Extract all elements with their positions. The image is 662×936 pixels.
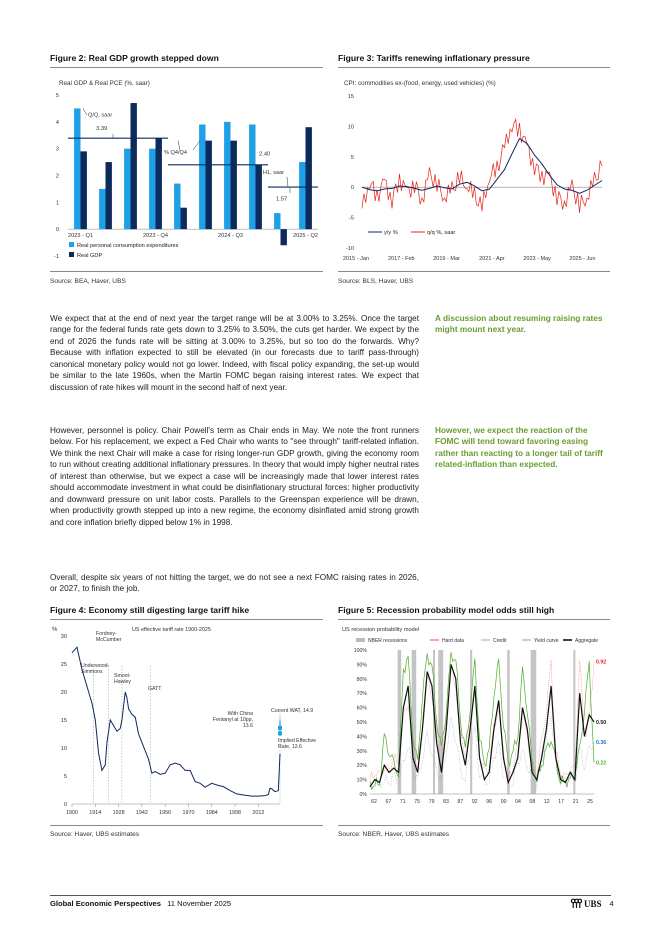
fig2-legend-label: Real personal consumption expenditures <box>77 243 179 249</box>
fig4-ylabel: % <box>52 627 58 633</box>
fig5-ytick-label: 20% <box>356 763 367 770</box>
fig5-legend-label: Credit <box>493 638 507 644</box>
fig4-xtick-label: 1928 <box>112 810 125 816</box>
fig2-legend-label: Real GDP <box>77 253 103 259</box>
fig2-legend-swatch <box>69 252 74 257</box>
fig3-ytick-label: 15 <box>347 94 354 100</box>
fig5-ytick-label: 50% <box>356 720 367 726</box>
fig2-bar <box>274 213 280 229</box>
fig5-series-line <box>370 664 594 786</box>
fig3-series-yy-line <box>362 139 602 194</box>
fig5-source: Source: NBER, Haver, UBS estimates <box>338 831 450 838</box>
fig2-bar <box>224 122 230 229</box>
fig4-annot-gatt: GATT <box>148 686 162 692</box>
ubs-keys-icon <box>570 898 583 909</box>
fig2-annot-q4q4: % Q4/Q4 <box>164 150 188 157</box>
fig5-legend-label: Hard data <box>442 638 464 644</box>
fig2-bar <box>131 103 137 229</box>
fig4-annot-implied: Implied Effective Rate, 12.6 <box>278 738 316 750</box>
fig3-ytick-label: 5 <box>350 154 354 161</box>
fig2-bar <box>106 162 112 229</box>
fig2-bar <box>256 165 262 229</box>
fig5-legend-label: Yield curve <box>534 638 559 644</box>
fig2-annot-3.39: 3.39 <box>96 125 108 132</box>
fig5-legend-label: Aggregate <box>575 638 599 644</box>
fig2-bar <box>174 184 180 230</box>
fig2-bar <box>199 125 205 230</box>
fig3-ytick-label: 10 <box>347 124 354 131</box>
fig5-end-label: 0.92 <box>596 659 607 666</box>
footer-rule <box>50 895 611 896</box>
fig2-xtick-label: 2023 - Q4 <box>143 233 168 240</box>
fig5-xtick-label: 21 <box>572 799 579 805</box>
fig2-bottom-rule <box>50 271 323 272</box>
fig2-xtick-label: 2025 - Q2 <box>293 233 318 240</box>
fig2-annot-arrow <box>193 141 200 150</box>
fig3-legend-label: q/q %, saar <box>427 230 456 236</box>
fig2-xtick-label: 2024 - Q3 <box>218 233 243 240</box>
fig4-ytick-label: 15 <box>60 718 67 724</box>
fig3-title: Figure 3: Tariffs renewing inflationary pressure <box>338 53 530 63</box>
fig5-ytick-label: 80% <box>356 676 367 683</box>
fig5-xtick-label: 71 <box>399 799 406 805</box>
fig2-annot-qq: Q/Q, saar <box>88 112 113 119</box>
fig2-ytick-label: 5 <box>55 93 59 99</box>
fig2-ytick-label: -1 <box>54 254 59 260</box>
fig4-ytick-label: 20 <box>60 690 67 696</box>
fig3-series-qq-line <box>362 119 602 213</box>
fig5-chart <box>338 620 610 822</box>
fig4-xtick-label: 1998 <box>229 810 242 816</box>
fig5-xtick-label: 08 <box>529 799 536 805</box>
fig3-ytick-label: 0 <box>350 185 354 192</box>
fig4-annot-fordney: Fordney-McCumber <box>96 631 122 643</box>
fig5-bottom-rule <box>338 825 610 826</box>
fig2-bar <box>81 151 87 229</box>
footer-report-title: Global Economic Perspectives <box>50 899 161 908</box>
fig3-xtick-label: 2017 - Feb <box>387 256 415 262</box>
fig5-xtick-label: 04 <box>515 799 521 805</box>
fig2-annot-arrow <box>178 141 180 150</box>
paragraph-1: We expect that at the end of next year the target range will be at 3.00% to 3.25%. Once the target range for the federal funds rate gets down to 3.25% to 3.50%, the cuts get harder. We expect by the end of 2026 the funds rate will be sitting at 3.00% to 3.25%, but so too do the forwards. Why? Because with inflation expected to still be elevated (in our forecasts due to tariff pass-through) canonical monetary policy would not go lower. Indeed, with fiscal policy expanding, the set-up would be similar to the late 1960s, when the Martin FOMC began raising interest rates. We expect that discussion of rate hikes will mount in the second half of next year. <box>50 314 419 392</box>
fig2-ytick-label: 0 <box>55 227 59 234</box>
fig4-chart <box>50 620 324 822</box>
fig5-xtick-label: 25 <box>587 799 593 805</box>
fig4-annot-current: Current WAT, 14.9 <box>271 708 314 714</box>
fig3-xtick-label: 2015 - Jan <box>343 256 369 262</box>
fig3-ytick-label: -10 <box>345 246 354 252</box>
fig2-bar <box>249 125 255 230</box>
fig4-subtitle: US effective tariff rate 1900-2025 <box>132 627 211 633</box>
fig5-xtick-label: 96 <box>486 799 493 805</box>
fig4-annot-fentanyl: With China Fentanyl at 10pp, 13.6 <box>212 711 253 729</box>
fig2-bar <box>74 108 80 229</box>
fig5-xtick-label: 17 <box>558 799 565 805</box>
fig2-bar <box>281 229 287 245</box>
fig2-bar <box>149 149 155 230</box>
fig5-xtick-label: 67 <box>385 799 392 805</box>
paragraph-3: Overall, despite six years of not hitting the target, we do not see a next FOMC raising rates in 2026, or 2027, to finish the job. <box>50 573 419 594</box>
fig5-xtick-label: 79 <box>428 799 435 805</box>
fig4-source: Source: Haver, UBS estimates <box>50 831 140 838</box>
fig4-xtick-label: 1970 <box>182 810 195 816</box>
fig5-ytick-label: 90% <box>356 662 367 669</box>
fig2-bar <box>306 127 312 229</box>
fig5-legend-label: NBER recessions <box>368 638 408 644</box>
fig3-ytick-label: -5 <box>349 215 354 222</box>
paragraph-2: However, personnel is policy. Chair Powell's term as Chair ends in May. We note the front runners below. For his replacement, we expect a Fed Chair who wants to "see through" tariff-related inflation. We think the next Chair will make a case for rising longer-run GDP growth, giving the economy room to run without creating additional inflationary pressures. In theory that would imply higher neutral rates of interest than otherwise, but we expect a case will be increasingly made that lower interest rates should accommodate investment in what could be disinflationary structural forces: higher productivity and downward pressure on unit labor costs. Parallels to the Greenspan experience will be drawn, when productivity growth stepped up into a new regime, the economy disinflated amid strong growth and core inflation briefly dipped below 1% in 1998. <box>50 426 419 527</box>
fig2-annot-arrow <box>83 108 87 115</box>
fig2-ylabel: Real GDP & Real PCE (%, saar) <box>59 80 150 87</box>
fig2-bar <box>156 138 162 229</box>
fig5-ytick-label: 30% <box>356 748 367 755</box>
fig2-title: Figure 2: Real GDP growth stepped down <box>50 53 219 63</box>
footer-left <box>50 899 231 908</box>
fig2-annot-2.40: 2.40 <box>259 151 271 158</box>
fig4-ytick-label: 10 <box>60 746 67 752</box>
fig2-annot-h1: H1, saar <box>263 170 285 177</box>
fig5-xtick-label: 62 <box>371 799 377 805</box>
fig4-xtick-label: 1942 <box>135 810 148 816</box>
fig4-xtick-label: 1914 <box>89 810 102 816</box>
fig5-xtick-label: 00 <box>500 799 507 805</box>
fig5-xtick-label: 83 <box>443 799 449 805</box>
fig5-ytick-label: 100% <box>353 648 367 654</box>
side-note-2: However, we expect the reaction of the FOMC will tend toward favoring easing rather than reacting to a longer tail of tariff related-inflation than expected. <box>435 425 603 470</box>
fig5-ytick-label: 0% <box>359 792 367 798</box>
fig5-end-label: 0.36 <box>596 740 607 747</box>
fig3-chart <box>338 68 610 268</box>
fig3-xtick-label: 2021 - Apr <box>479 256 505 262</box>
fig5-xtick-label: 92 <box>471 799 478 805</box>
fig4-bottom-rule <box>50 825 323 826</box>
fig2-ytick-label: 3 <box>55 146 59 153</box>
fig2-annot-1.57: 1.57 <box>276 196 288 203</box>
fig4-ytick-label: 5 <box>63 774 67 780</box>
fig3-xtick-label: 2023 - May <box>523 256 551 262</box>
fig5-end-label: 0.50 <box>596 720 607 726</box>
fig5-ytick-label: 40% <box>356 734 367 741</box>
side-note-1: A discussion about resuming raising rates might mount next year. <box>435 313 603 335</box>
fig5-xtick-label: 75 <box>414 799 421 805</box>
fig2-xtick-label: 2023 - Q1 <box>68 233 93 240</box>
fig2-bar <box>206 141 212 230</box>
fig3-xtick-label: 2025 - Jun <box>569 256 596 262</box>
page-number: 4 <box>609 899 614 908</box>
footer-right <box>570 898 614 909</box>
fig4-annot-smoot: Smoot-Hawley <box>114 673 132 685</box>
fig5-legend-swatch <box>356 638 365 642</box>
fig4-xtick-label: 1956 <box>159 810 172 816</box>
fig4-xtick-label: 1984 <box>205 810 218 816</box>
fig5-title: Figure 5: Recession probability model odds still high <box>338 605 555 615</box>
fig2-bar <box>181 208 187 229</box>
fig5-series-line <box>370 660 594 779</box>
fig5-ytick-label: 10% <box>356 777 367 784</box>
fig2-chart <box>50 68 324 268</box>
fig2-ytick-label: 2 <box>55 173 59 180</box>
fig4-annot-underwood: Underwood-Simmons <box>81 663 110 675</box>
fig2-bar <box>99 189 105 229</box>
fig3-legend-label: y/y % <box>384 230 398 236</box>
fig4-xtick-label: 2012 <box>252 810 265 816</box>
fig2-source: Source: BEA, Haver, UBS <box>50 278 126 285</box>
fig4-ytick-label: 25 <box>60 662 67 668</box>
fig3-source: Source: BLS, Haver, UBS <box>338 278 414 285</box>
fig2-bar <box>299 162 305 229</box>
fig5-recession-band <box>412 650 417 794</box>
fig5-xtick-label: 12 <box>543 799 550 805</box>
fig5-ytick-label: 60% <box>356 705 367 712</box>
footer-date: 11 November 2025 <box>167 899 232 908</box>
fig5-ytick-label: 70% <box>356 691 367 698</box>
fig5-subtitle: US recession probability model <box>342 627 420 633</box>
fig2-bar <box>124 149 130 230</box>
fig2-legend-swatch <box>69 242 74 247</box>
fig2-ytick-label: 1 <box>55 200 59 207</box>
fig4-ytick-label: 0 <box>63 802 67 808</box>
fig2-annot-arrow <box>287 177 288 187</box>
fig3-ylabel: CPI: commodities ex-(food, energy, used vehicles) (%) <box>344 80 496 87</box>
fig5-end-label: 0.22 <box>596 760 607 767</box>
fig5-xtick-label: 87 <box>457 799 464 805</box>
fig4-xtick-label: 1900 <box>66 810 78 816</box>
fig4-ytick-label: 30 <box>60 634 67 640</box>
fig2-ytick-label: 4 <box>55 119 59 126</box>
fig3-bottom-rule <box>338 271 610 272</box>
ubs-logo-text: UBS <box>584 898 602 909</box>
fig2-bar <box>231 141 237 230</box>
fig4-title: Figure 4: Economy still digesting large tariff hike <box>50 605 250 615</box>
fig3-xtick-label: 2019 - Mar <box>433 256 460 262</box>
